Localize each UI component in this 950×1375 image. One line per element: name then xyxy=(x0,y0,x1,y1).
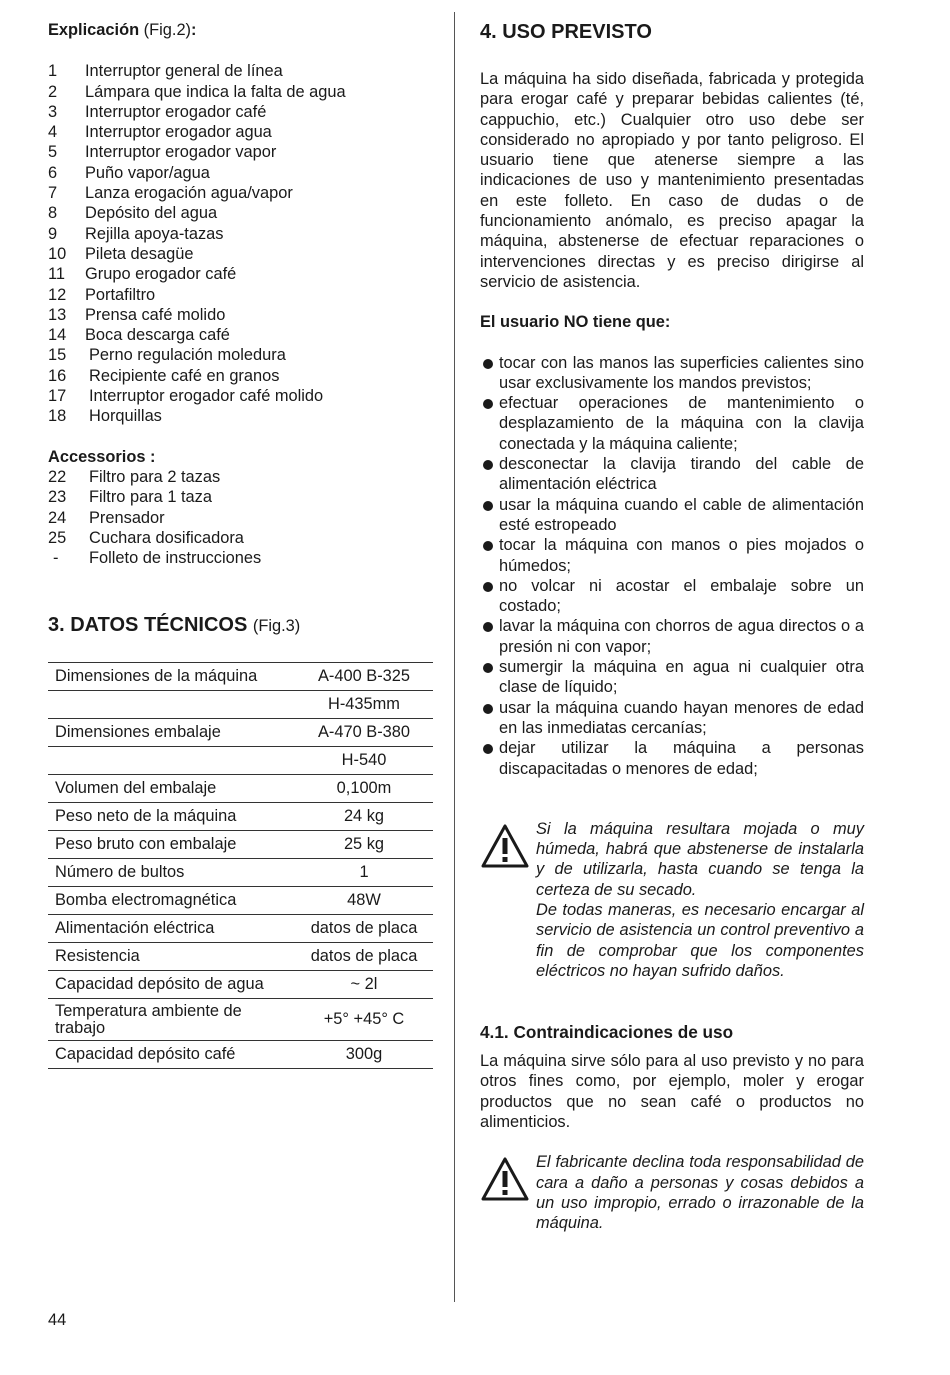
spec-row xyxy=(48,971,433,999)
part-number: 4 xyxy=(48,123,58,142)
part-label: Portafiltro xyxy=(85,285,156,304)
spec-label: Capacidad depósito de agua xyxy=(48,971,295,999)
part-number: 8 xyxy=(48,204,58,223)
legend-title-bold: Explicación xyxy=(48,21,140,39)
part-number: 13 xyxy=(48,305,67,324)
user-no-title: El usuario NO tiene que: xyxy=(480,313,671,332)
part-item xyxy=(48,82,434,102)
spec-value: datos de placa xyxy=(295,943,433,971)
part-item xyxy=(48,305,434,325)
prohibition-item: lavar la máquina con chorros de agua directos o a presión ni con vapor; xyxy=(480,616,864,657)
prohibition-item: usar la máquina cuando el cable de alimentación esté estropeado xyxy=(480,495,864,536)
spec-row xyxy=(48,999,433,1041)
part-number: 18 xyxy=(48,407,67,426)
part-label: Depósito del agua xyxy=(85,204,218,223)
spec-row xyxy=(48,691,433,719)
spec-value: 1 xyxy=(295,859,433,887)
prohibition-item: tocar la máquina con manos o pies mojados o húmedos; xyxy=(480,535,864,576)
spec-label: Capacidad depósito café xyxy=(48,1041,295,1069)
prohibitions-list xyxy=(480,353,864,779)
spec-row xyxy=(48,831,433,859)
spec-value: 0,100m xyxy=(295,775,433,803)
legend-title xyxy=(48,20,434,40)
warning-triangle-icon xyxy=(480,819,536,981)
spec-label: Volumen del embalaje xyxy=(48,775,295,803)
accessories-title: Accessorios : xyxy=(48,447,156,466)
prohibition-item: desconectar la clavija tirando del cable de alimentación eléctrica xyxy=(480,454,864,495)
part-number: 1 xyxy=(48,62,58,81)
legend-title-fig: (Fig.2) xyxy=(143,21,192,39)
accessory-number: 22 xyxy=(48,467,67,486)
part-number: 6 xyxy=(48,163,58,182)
part-item xyxy=(48,264,434,284)
part-item xyxy=(48,325,434,345)
warning-triangle-icon xyxy=(480,1152,536,1233)
part-item xyxy=(48,183,434,203)
part-label: Horquillas xyxy=(89,407,162,426)
prohibition-item: usar la máquina cuando hayan menores de edad en las inmediatas cercanías; xyxy=(480,698,864,739)
accessory-item xyxy=(48,487,434,507)
spec-label: Alimentación eléctrica xyxy=(48,915,295,943)
column-divider xyxy=(454,12,455,1302)
spec-row xyxy=(48,747,433,775)
part-number: 10 xyxy=(48,244,67,263)
contraindications-paragraph: La máquina sirve sólo para al uso previsto y no para otros fines como, por ejemplo, moler y erogar productos que no sean café o productos no alimenticios. xyxy=(480,1052,864,1132)
spec-label xyxy=(48,691,295,719)
spec-value: H-435mm xyxy=(295,691,433,719)
part-item xyxy=(48,142,434,162)
spec-row xyxy=(48,803,433,831)
spec-label: Temperatura ambiente de trabajo xyxy=(48,999,295,1041)
part-item xyxy=(48,102,434,122)
spec-value: H-540 xyxy=(295,747,433,775)
accessory-number: 23 xyxy=(48,488,67,507)
part-number: 14 xyxy=(48,326,67,345)
part-number: 12 xyxy=(48,285,67,304)
part-item xyxy=(48,163,434,183)
part-item xyxy=(48,122,434,142)
part-label: Puño vapor/agua xyxy=(85,163,210,182)
part-label: Grupo erogador café xyxy=(85,265,237,284)
accessory-label: Cuchara dosificadora xyxy=(89,528,244,547)
part-label: Interruptor erogador agua xyxy=(85,123,272,142)
prohibition-item: no volcar ni acostar el embalaje sobre un costado; xyxy=(480,576,864,617)
warning-text-wet-b: De todas maneras, es necesario encargar al servicio de asistencia un control preventivo a fin de comprobar que los componentes eléctricos no hayan sufrido daños. xyxy=(536,900,864,980)
part-item xyxy=(48,345,434,365)
spec-row xyxy=(48,943,433,971)
part-label: Lanza erogación agua/vapor xyxy=(85,184,293,203)
spec-row xyxy=(48,775,433,803)
accessory-item xyxy=(48,528,434,548)
part-number: 11 xyxy=(48,265,66,284)
spec-label xyxy=(48,747,295,775)
accessory-number: - xyxy=(53,549,59,568)
spec-row xyxy=(48,663,433,691)
part-number: 17 xyxy=(48,387,67,406)
part-label: Boca descarga café xyxy=(85,326,230,345)
accessory-label: Filtro para 1 taza xyxy=(89,488,212,507)
section3-fig: (Fig.3) xyxy=(252,617,301,636)
part-number: 3 xyxy=(48,102,58,121)
part-item xyxy=(48,386,434,406)
prohibition-item: tocar con las manos las superficies calientes sino usar exclusivamente los mandos previstos; xyxy=(480,353,864,394)
spec-value: 300g xyxy=(295,1041,433,1069)
part-number: 16 xyxy=(48,366,67,385)
spec-row xyxy=(48,719,433,747)
spec-row xyxy=(48,915,433,943)
accessory-label: Filtro para 2 tazas xyxy=(89,467,221,486)
warning-text-wet-a: Si la máquina resultara mojada o muy húmeda, habrá que abstenerse de instalarla y de utilizarla, hasta cuando se tenga la certeza de su secado. xyxy=(536,819,864,899)
spec-label: Dimensiones de la máquina xyxy=(48,663,295,691)
spec-label: Bomba electromagnética xyxy=(48,887,295,915)
spec-label: Resistencia xyxy=(48,943,295,971)
accessory-label: Folleto de instrucciones xyxy=(89,549,262,568)
part-label: Interruptor general de línea xyxy=(85,62,283,81)
spec-label: Peso neto de la máquina xyxy=(48,803,295,831)
part-label: Rejilla apoya-tazas xyxy=(85,224,224,243)
part-item xyxy=(48,366,434,386)
part-number: 2 xyxy=(48,82,58,101)
part-label: Recipiente café en granos xyxy=(89,366,280,385)
spec-value: datos de placa xyxy=(295,915,433,943)
spec-label: Dimensiones embalaje xyxy=(48,719,295,747)
section41-title: 4.1. Contraindicaciones de uso xyxy=(480,1022,734,1043)
part-item xyxy=(48,406,434,426)
spec-value: 24 kg xyxy=(295,803,433,831)
accessory-number: 24 xyxy=(48,508,67,527)
warning-block-liability xyxy=(480,1152,864,1233)
part-label: Perno regulación moledura xyxy=(89,346,286,365)
legend-title-colon: : xyxy=(191,21,197,39)
part-label: Pileta desagüe xyxy=(85,244,194,263)
part-item xyxy=(48,203,434,223)
part-label: Interruptor erogador café xyxy=(85,102,267,121)
part-label: Interruptor erogador café molido xyxy=(89,387,324,406)
left-column xyxy=(48,20,434,1069)
accessories-list xyxy=(48,467,434,568)
page-number: 44 xyxy=(48,1311,67,1329)
part-item xyxy=(48,244,434,264)
part-item xyxy=(48,61,434,81)
spec-row xyxy=(48,1041,433,1069)
spec-value: ~ 2l xyxy=(295,971,433,999)
part-label: Prensa café molido xyxy=(85,305,226,324)
part-label: Interruptor erogador vapor xyxy=(85,143,277,162)
part-number: 5 xyxy=(48,143,58,162)
section3-title-text: 3. DATOS TÉCNICOS xyxy=(48,614,248,637)
part-number: 9 xyxy=(48,224,58,243)
prohibition-item: dejar utilizar la máquina a personas discapacitadas o menores de edad; xyxy=(480,738,864,779)
specs-table xyxy=(48,662,433,1069)
accessory-item xyxy=(48,508,434,528)
parts-list xyxy=(48,61,434,426)
prohibition-item: sumergir la máquina en agua ni cualquier otra clase de líquido; xyxy=(480,657,864,698)
spec-row xyxy=(48,859,433,887)
section3-title xyxy=(48,613,434,638)
part-label: Lámpara que indica la falta de agua xyxy=(85,82,346,101)
section4-title: 4. USO PREVISTO xyxy=(480,21,652,43)
intro-paragraph: La máquina ha sido diseñada, fabricada y protegida para erogar café y preparar bebidas calientes (té, cappuchio, etc.) Cualquier otro uso debe ser considerado no apropiado y por tanto peligroso. El usuario tiene que atenerse siempre a las indicaciones de uso y mantenimiento presentadas en este folleto. En caso de dudas o de funcionamiento anómalo, es preciso apagar la máquina, abstenerse de efectuar reparaciones o intervenciones directas y es preciso dirigirse al servicio de asistencia. xyxy=(480,70,864,291)
accessory-label: Prensador xyxy=(89,508,165,527)
warning-block-wet xyxy=(480,819,864,981)
accessory-item xyxy=(48,548,434,568)
part-item xyxy=(48,224,434,244)
warning-text-liability: El fabricante declina toda responsabilidad de cara a daño a personas y cosas debidos a un uso impropio, errado o irrazonable de la máquina. xyxy=(536,1153,864,1233)
warning-text-wet xyxy=(536,819,864,981)
prohibition-item: efectuar operaciones de mantenimiento o desplazamiento de la máquina con la clavija conectada y la máquina caliente; xyxy=(480,393,864,454)
spec-value: A-470 B-380 xyxy=(295,719,433,747)
spec-value: +5° +45° C xyxy=(295,999,433,1041)
spec-value: A-400 B-325 xyxy=(295,663,433,691)
spec-value: 25 kg xyxy=(295,831,433,859)
spec-value: 48W xyxy=(295,887,433,915)
part-number: 15 xyxy=(48,346,67,365)
accessory-item xyxy=(48,467,434,487)
part-item xyxy=(48,285,434,305)
accessory-number: 25 xyxy=(48,528,67,547)
spec-label: Número de bultos xyxy=(48,859,295,887)
part-number: 7 xyxy=(48,184,58,203)
right-column xyxy=(480,20,864,1234)
spec-label: Peso bruto con embalaje xyxy=(48,831,295,859)
spec-row xyxy=(48,887,433,915)
